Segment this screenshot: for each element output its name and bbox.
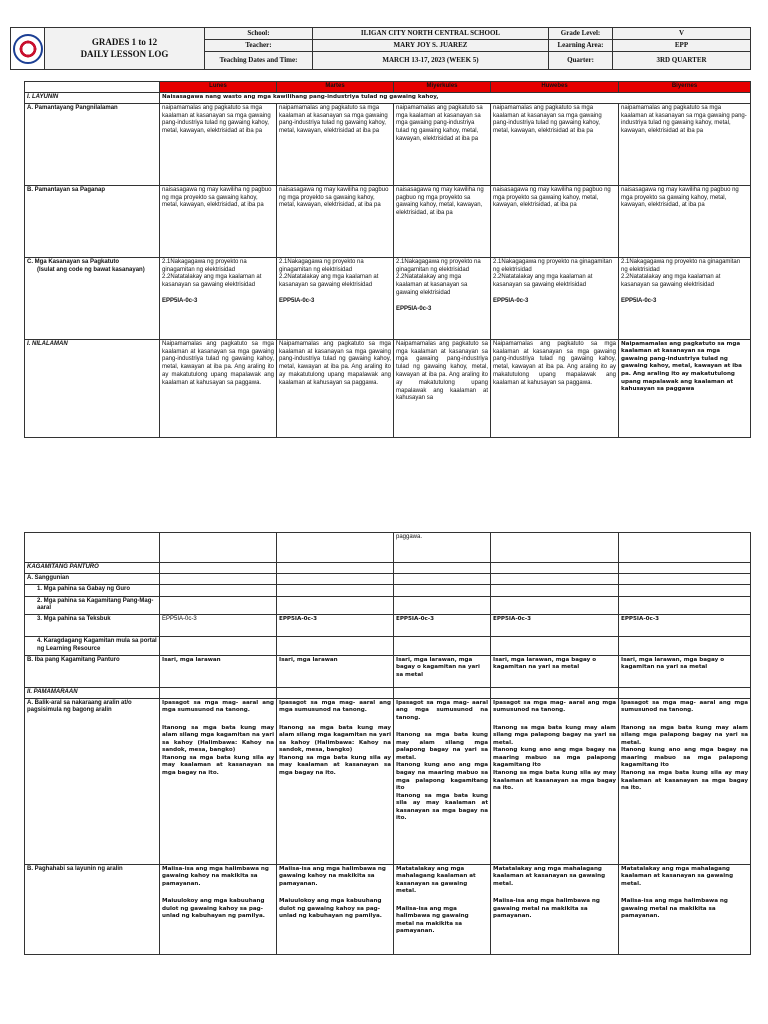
iba-row [25,655,751,687]
table-cell: Naipamamalas ang pagkatuto sa mga kaalaman at kasanayan sa mga gawaing pang-industriya tulad ng gawaing kahoy, metal, kawayan at iba pa. Ang araling ito ay makatutulong upang mapalawak ang kaalaman at kahusayan sa paggawa. [491,339,619,437]
table-cell: 2.1Nakagagawa ng proyekto na ginagamitan ng elektrisidad 2.2Natatalakay ang mga kaalaman at kasanayan sa gawaing elektrisidad EPP5IA-0c-3 [160,257,277,339]
table-cell: Ipasagot sa mga mag- aaral ang mga sumusunod na tanong. Itanong sa mga bata kung may alam silang mga palapong bagay na yari sa metal. Itanong kung ano ang mga bagay na maaring mabuo sa mga palapong kagamitang ito Itanong sa mga bata kung sila ay may kaalaman at kasanayan sa mga bagay na ito. [491,698,619,864]
sanggunian-row [25,573,751,584]
table-cell: Ipasagot sa mga mag- aaral ang mga sumusunod na tanong. Itanong sa mga bata kung may alam silang mga palapong bagay na yari sa metal. Itanong kung ano ang mga bagay na maaring mabuo sa mga palapong kagamitang ito Itanong sa mga bata kung sila ay may kaalaman at kasanayan sa mga bagay na ito. [619,698,751,864]
table-cell: EPP5IA-0c-3 [491,615,619,637]
school-label: School: [205,28,313,40]
iba-label: B. Iba pang Kagamitang Panturo [25,655,160,687]
day-lunes: Lunes [160,82,277,93]
day-martes: Martes [277,82,394,93]
table-cell: Isari, mga larawan [160,655,277,687]
table-cell: Maiisa-isa ang mga halimbawa ng gawaing kahoy na makikita sa pamayanan. Maiuulokoy ang mga kabuuhang dulot ng gawaing kahoy sa pag-unlad ng kabuhayan ng pamilya. [160,864,277,954]
table-cell: EPP5IA-0c-3 [619,615,751,637]
day-biyernes: Biyernes [619,82,751,93]
kagamitan-label: KAGAMITANG PANTURO [25,563,160,574]
layunin-text: Naisasagawa nang wasto ang mga kawilihang pang-industriya tulad ng gawaing kahoy, [160,93,751,104]
table-cell: naisasagawa ng may kawiliha ng pagbuo ng mga proyekto sa gawaing kahoy, metal, kawayan, elektrisidad, at iba pa [619,185,751,257]
pangnilalaman-label: A. Pamantayang Pangnilalaman [25,103,160,185]
kagamitan-row [25,563,751,574]
dates-value: MARCH 13-17, 2023 (WEEK 5) [313,52,549,70]
layunin-row [25,93,751,104]
table-cell: Matatalakay ang mga mahalagang kaalaman at kasanayan sa gawaing metal. Maiisa-isa ang mga halimbawa ng gawaing metal na makikita sa pamayanan. [619,864,751,954]
karagdagang-row [25,637,751,656]
deped-seal-logo [11,28,45,70]
balik-aral-label: A. Balik-aral sa nakaraang aralin at/o pagsisimula ng bagong aralin [25,698,160,864]
table-cell: Ipasagot sa mga mag- aaral ang mga sumusunod na tanong. Itanong sa mga bata kung may alam silang mga palapong bagay na yari sa metal. Itanong kung ano ang mga bagay na maaring mabuo sa mga palapong kagamitang ito Itanong sa mga bata kung sila ay may kaalaman at kasanayan sa mga bagay na ito. [394,698,491,864]
seal-icon [13,34,43,64]
gabay-label: 1. Mga pahina sa Gabay ng Guro [37,585,131,592]
kasanayan-row [25,257,751,339]
layunin-label: I. LAYUNIN [25,93,160,104]
table-cell: Isari, mga larawan, mga bagay o kagamitan na yari sa metal [491,655,619,687]
paghahabi-label: B. Paghahabi sa layunin ng aralin [25,864,160,954]
gabay-row [25,584,751,596]
kasanayan-label: C. Mga Kasanayan sa Pagkatuto (Isulat ang code ng bawat kasanayan) [25,257,160,339]
table-cell: naisasagawa ng may kawiliha ng pagbuo ng mga proyekto sa gawaing kahoy, metal, kawayan, elektrisidad, at iba pa [277,185,394,257]
table-cell: Ipasagot sa mga mag- aaral ang mga sumusunod na tanong. Itanong sa mga bata kung may alam silang mga kagamitan na yari sa kahoy (Halimbawa: Kahoy na sandok, mesa, bangko) Itanong sa mga bata kung sila ay may kaalaman at kasanayan sa mga bagay na ito. [277,698,394,864]
table-cell: Naipamamalas ang pagkatuto sa mga kaalaman at kasanayan sa mga gawaing pang-industriya tulad ng gawaing kahoy, metal, kawayan at iba pa. Ang araling ito ay makatutulong upang mapalawak ang kaalaman at kahusayan sa [394,339,491,437]
grade-value: V [613,28,751,40]
continuation-text: paggawa. [394,533,491,563]
paganap-label: B. Pamantayan sa Paganap [25,185,160,257]
paghahabi-row [25,864,751,954]
table-cell: 2.1Nakagagawa ng proyekto na ginagamitan ng elektrisidad 2.2Natatalakay ang mga kaalaman at kasanayan sa gawaing elektrisidad EPP5IA-0c-3 [619,257,751,339]
table-cell: naipamamalas ang pagkatuto sa mga kaalaman at kasanayan sa mga gawaing pang-industriya tulad ng gawaing kahoy, metal, kawayan, elektrisidad at iba pa [491,103,619,185]
dates-label: Teaching Dates and Time: [205,52,313,70]
day-miyerkules: Miyerkules [394,82,491,93]
table-cell: naipamamalas ang pagkatuto sa mga kaalaman at kasanayan sa mga gawaing pang-industriya tulad ng gawaing kahoy, metal, kawayan, elektrisidad at iba pa [277,103,394,185]
table-cell: Naipamamalas ang pagkatuto sa mga kaalaman at kasanayan sa mga gawaing pang-industriya tulad ng gawaing kahoy, metal, kawayan at iba pa. Ang araling ito ay makatutulong upang mapalawak ang kaalaman at kahusayan sa paggawa [619,339,751,437]
table-cell: Matatalakay ang mga mahalagang kaalaman at kasanayan sa gawaing metal. Maiisa-isa ang mga halimbawa ng gawaing metal na makikita sa pamayanan. [394,864,491,954]
document-title: GRADES 1 to 12 DAILY LESSON LOG [45,28,205,70]
teacher-value: MARY JOY S. JUAREZ [313,40,549,52]
table-cell: naisasagawa ng may kawiliha ng pagbuo ng mga proyekto sa gawaing kahoy, metal, kawayan, elektrisidad, at iba pa [394,185,491,257]
continuation-row [25,533,751,563]
grade-label: Grade Level: [549,28,613,40]
table-cell: Naipamamalas ang pagkatuto sa mga kaalaman at kasanayan sa mga gawaing pang-industriya tulad ng gawaing kahoy, metal, kawayan at iba pa. Ang araling ito ay makatutulong upang mapalawak ang kaalaman at kahusayan sa paggawa. [277,339,394,437]
area-value: EPP [613,40,751,52]
lesson-table-page2 [24,532,751,955]
table-cell: EPP5IA-0c-3 [160,615,277,637]
header-table [10,27,751,70]
quarter-label: Quarter: [549,52,613,70]
nilalaman-label: I. NILALAMAN [25,339,160,437]
table-cell: Naipamamalas ang pagkatuto sa mga kaalaman at kasanayan sa mga gawaing pang-industriya tulad ng gawaing kahoy, metal, kawayan at iba pa. Ang araling ito ay makatutulong upang mapalawak ang kaalaman at kahusayan sa paggawa. [160,339,277,437]
table-cell: Isari, mga larawan [277,655,394,687]
sanggunian-label: A. Sanggunian [25,573,160,584]
table-cell: naisasagawa ng may kawiliha ng pagbuo ng mga proyekto sa gawaing kahoy, metal, kawayan, elektrisidad, at iba pa [491,185,619,257]
pangnilalaman-row [25,103,751,185]
paganap-row [25,185,751,257]
table-cell: 2.1Nakagagawa ng proyekto na ginagamitan ng elektrisidad 2.2Natatalakay ang mga kaalaman at kasanayan sa gawaing elektrisidad EPP5IA-0c-3 [277,257,394,339]
kagamitang-row [25,596,751,615]
lesson-table-page1 [24,81,751,438]
pamamaraan-row [25,687,751,698]
table-cell: naipamamalas ang pagkatuto sa mga kaalaman at kasanayan sa mga gawaing pang-industriya tulad ng gawaing kahoy, metal, kawayan, elektrisidad at iba pa [619,103,751,185]
table-cell: EPP5IA-0c-3 [277,615,394,637]
table-cell: Ipasagot sa mga mag- aaral ang mga sumusunod na tanong. Itanong sa mga bata kung may alam silang mga kagamitan na yari sa kahoy (Halimbawa: Kahoy na sandok, mesa, bangko) Itanong sa mga bata kung sila ay may kaalaman at kasanayan sa mga bagay na ito. [160,698,277,864]
table-cell: 2.1Nakagagawa ng proyekto na ginagamitan ng elektrisidad 2.2Natatalakay ang mga kaalaman at kasanayan sa gawaing elektrisidad EPP5IA-0c-3 [394,257,491,339]
nilalaman-row [25,339,751,437]
area-label: Learning Area: [549,40,613,52]
karagdagang-label: 4. Karagdagang Kagamitan mula sa portal ng Learning Resource [37,638,157,652]
pamamaraan-label: II. PAMAMARAAN [25,687,160,698]
teacher-label: Teacher: [205,40,313,52]
quarter-value: 3RD QUARTER [613,52,751,70]
day-header-row [25,82,751,93]
table-cell: Isari, mga larawan, mga bagay o kagamitan na yari sa metal [619,655,751,687]
balik-aral-row [25,698,751,864]
table-cell: Maiisa-isa ang mga halimbawa ng gawaing kahoy na makikita sa pamayanan. Maiuulokoy ang mga kabuuhang dulot ng gawaing kahoy sa pag-unlad ng kabuhayan ng pamilya. [277,864,394,954]
teksbuk-label: 3. Mga pahina sa Teksbuk [37,616,111,623]
table-cell: Isari, mga larawan, mga bagay o kagamitan na yari sa metal [394,655,491,687]
day-huwebes: Huwebes [491,82,619,93]
table-cell: 2.1Nakagagawa ng proyekto na ginagamitan ng elektrisidad 2.2Natatalakay ang mga kaalaman at kasanayan sa gawaing elektrisidad EPP5IA-0c-3 [491,257,619,339]
table-cell: EPP5IA-0c-3 [394,615,491,637]
school-value: ILIGAN CITY NORTH CENTRAL SCHOOL [313,28,549,40]
table-cell: Matatalakay ang mga mahalagang kaalaman at kasanayan sa gawaing metal. Maiisa-isa ang mga halimbawa ng gawaing metal na makikita sa pamayanan. [491,864,619,954]
teksbuk-row [25,615,751,637]
table-cell: naipamamalas ang pagkatuto sa mga kaalaman at kasanayan sa mga gawaing pang-industriya tulad ng gawaing kahoy, metal, kawayan, elektrisidad at iba pa [160,103,277,185]
kagamitang-label: 2. Mga pahina sa Kagamitang Pang-Mag-aaral [37,597,154,612]
table-cell: naipamamalas ang pagkatuto sa mga kaalaman at kasanayan sa mga gawaing pang-industriya tulad ng gawaing kahoy, metal, kawayan, elektrisidad at iba pa [394,103,491,185]
table-cell: naisasagawa ng may kawiliha ng pagbuo ng mga proyekto sa gawaing kahoy, metal, kawayan, elektrisidad, at iba pa [160,185,277,257]
